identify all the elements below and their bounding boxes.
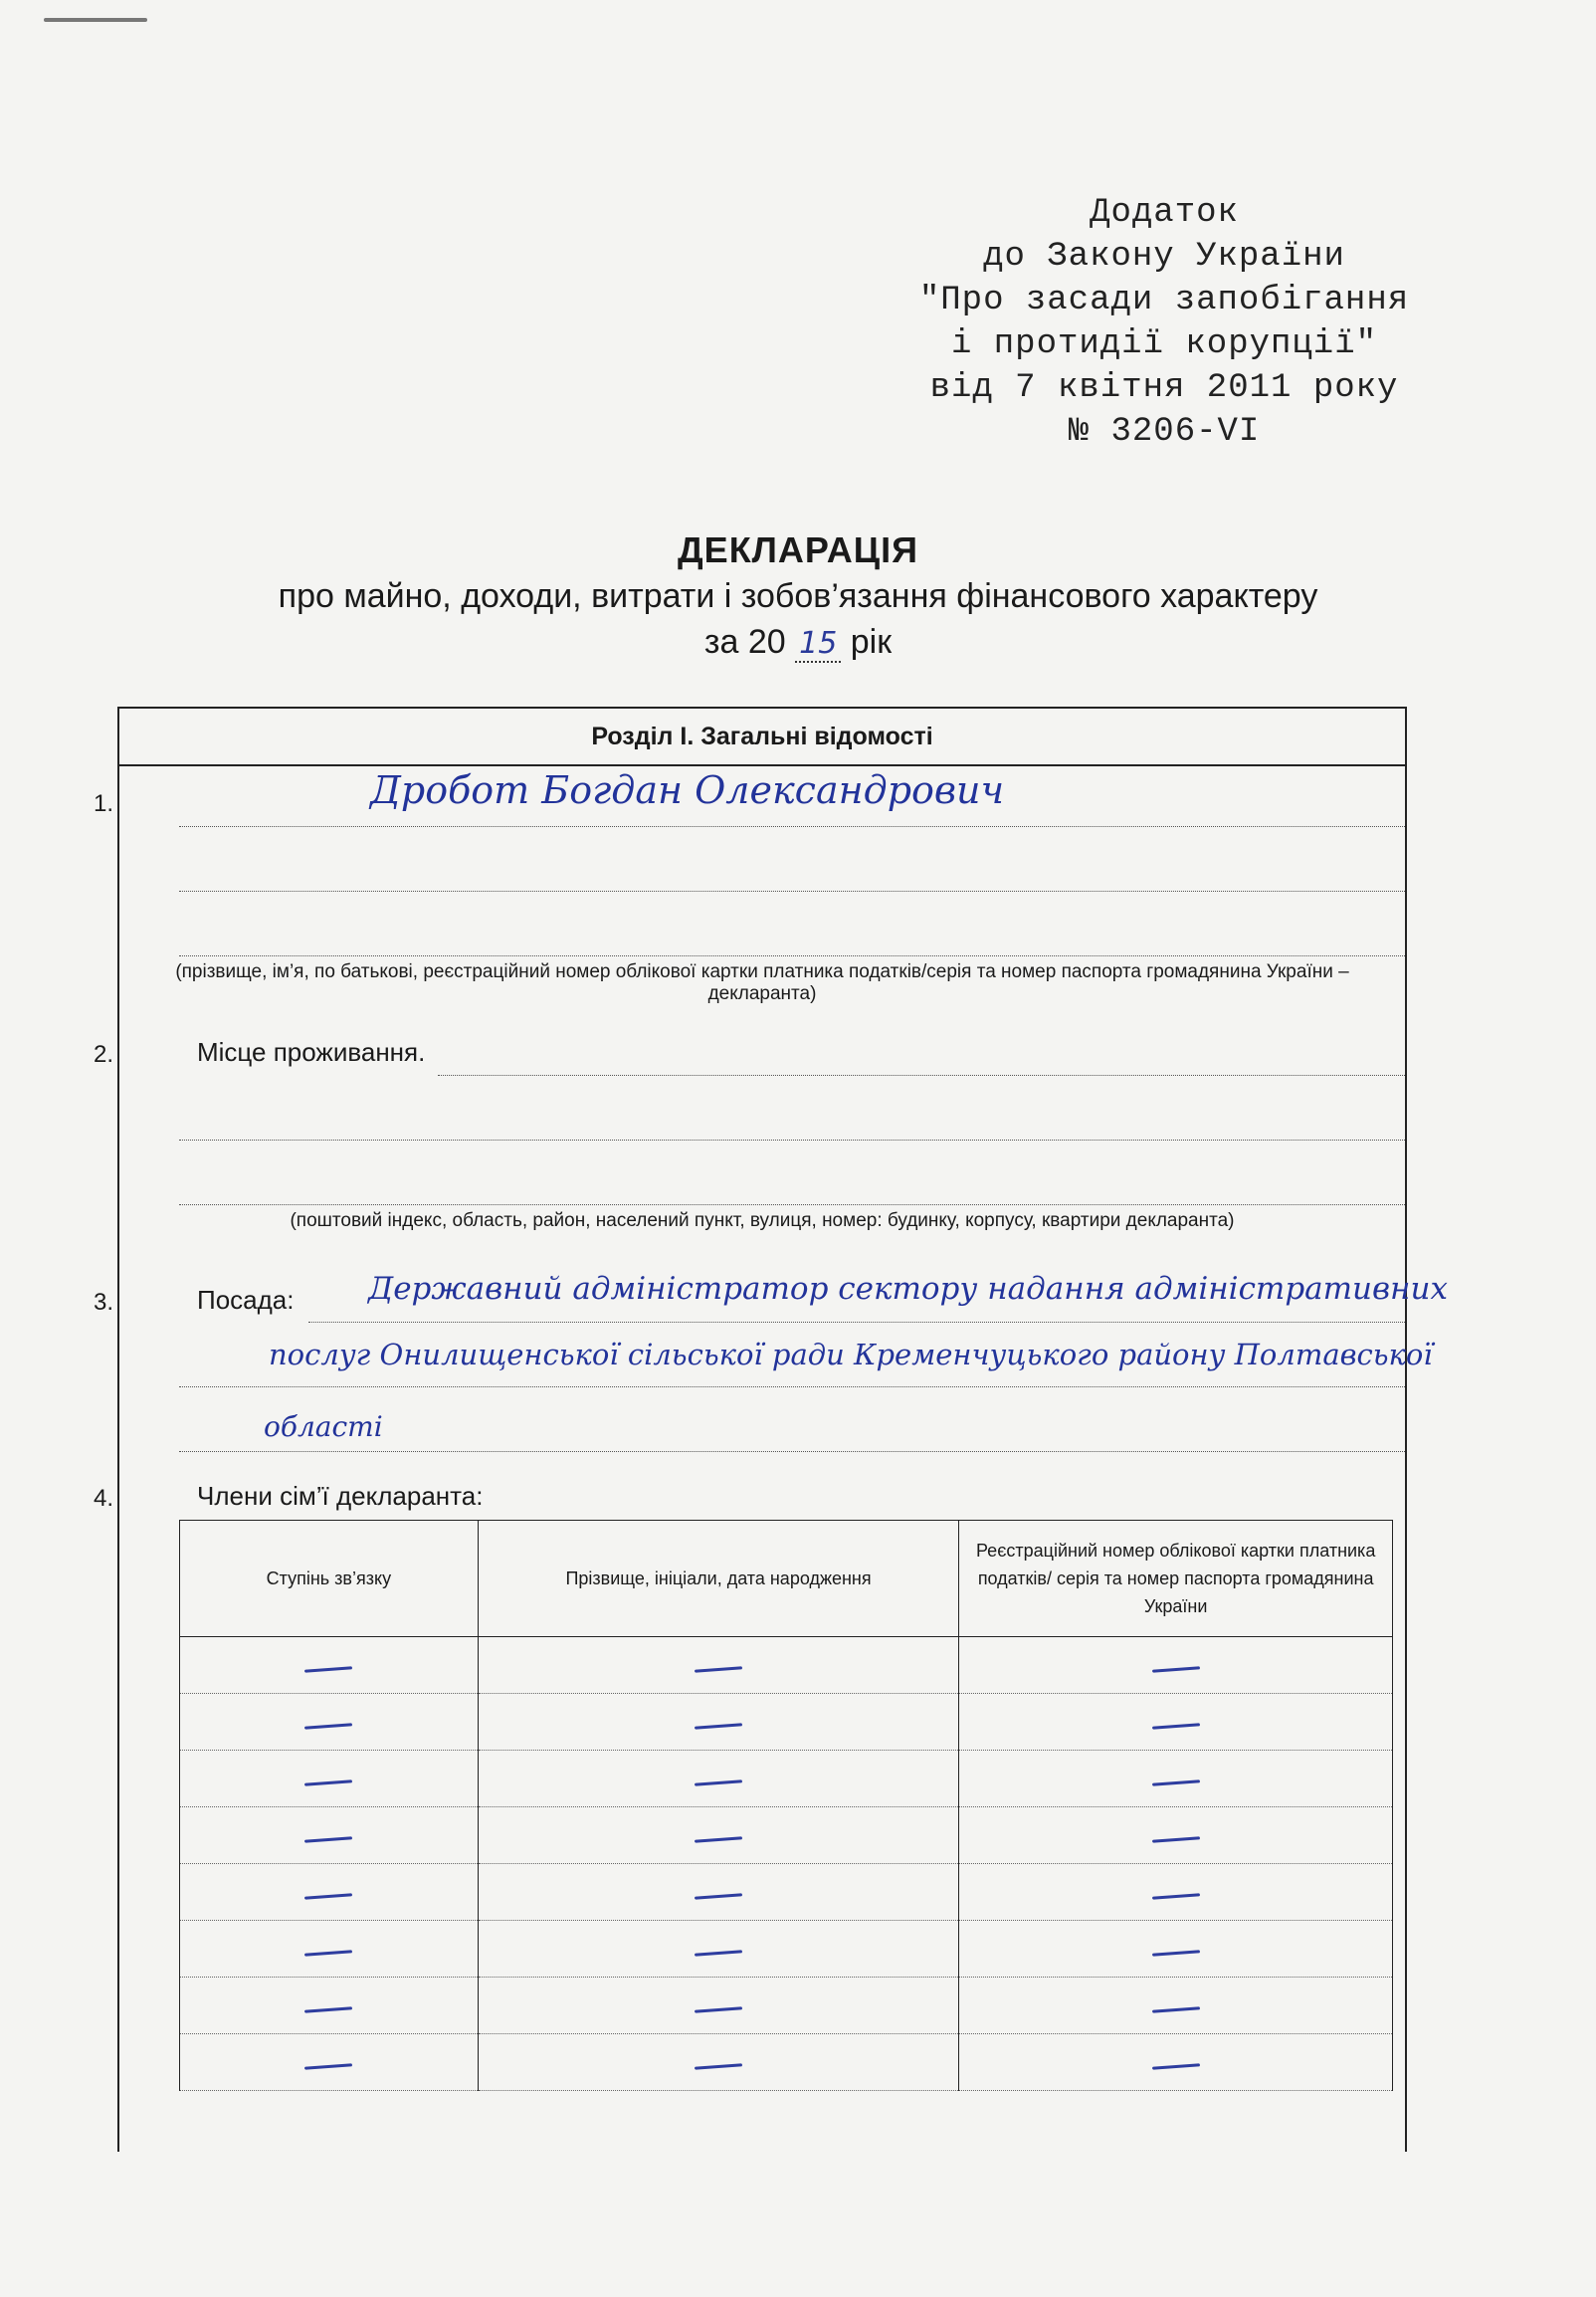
table-cell[interactable] xyxy=(959,1864,1393,1921)
table-cell[interactable] xyxy=(478,1921,959,1978)
column-header-name: Прізвище, ініціали, дата народження xyxy=(478,1521,959,1637)
table-cell[interactable] xyxy=(478,1751,959,1807)
table-row xyxy=(180,1978,1393,2034)
table-row xyxy=(180,1751,1393,1807)
handwritten-dash xyxy=(304,1666,352,1672)
handwritten-dash xyxy=(695,1950,742,1956)
table-cell[interactable] xyxy=(478,1864,959,1921)
handwritten-dash xyxy=(1152,1779,1200,1785)
handwritten-dash xyxy=(304,1836,352,1842)
item-1-caption: (прізвище, ім’я, по батькові, реєстраційний номер облікової картки платника податків/серія та номер паспорта громадянина України – декларанта) xyxy=(175,961,1349,1004)
handwritten-dash xyxy=(695,1893,742,1899)
table-cell[interactable] xyxy=(959,1751,1393,1807)
table-cell[interactable] xyxy=(180,1921,479,1978)
family-members-table xyxy=(179,1520,1393,2091)
handwritten-dash xyxy=(304,1779,352,1785)
declaration-title-block xyxy=(0,527,1596,667)
handwritten-dash xyxy=(695,1779,742,1785)
annex-line: і протидії корупції" xyxy=(950,325,1378,363)
handwritten-dash xyxy=(304,2006,352,2012)
year-handwritten[interactable]: 15 xyxy=(795,626,841,663)
item-4-label: Члени сім’ї декларанта: xyxy=(197,1481,484,1511)
item-3-hand-line-1[interactable]: Державний адміністратор сектору надання адміністративних xyxy=(368,1271,1448,1307)
handwritten-dash xyxy=(1152,1950,1200,1956)
table-row xyxy=(180,1694,1393,1751)
item-4-number: 4. xyxy=(94,1485,114,1512)
family-members-body xyxy=(180,1637,1393,2091)
table-row xyxy=(180,1921,1393,1978)
item-3-line xyxy=(179,1386,1405,1387)
handwritten-dash xyxy=(1152,1723,1200,1729)
section-1-frame xyxy=(94,707,1448,2152)
handwritten-dash xyxy=(1152,2063,1200,2069)
table-cell[interactable] xyxy=(959,1978,1393,2034)
handwritten-dash xyxy=(304,1893,352,1899)
table-cell[interactable] xyxy=(959,1637,1393,1694)
handwritten-dash xyxy=(304,1950,352,1956)
table-cell[interactable] xyxy=(180,1637,479,1694)
table-cell[interactable] xyxy=(180,2034,479,2091)
table-row xyxy=(180,1637,1393,1694)
item-3-label: Посада: xyxy=(197,1285,295,1315)
scan-artifact-mark xyxy=(44,18,147,22)
table-cell[interactable] xyxy=(478,1978,959,2034)
table-cell[interactable] xyxy=(959,1694,1393,1751)
table-cell[interactable] xyxy=(478,1694,959,1751)
item-1-handwritten-name[interactable]: Дробот Богдан Олександрович xyxy=(370,768,1005,812)
item-3-number: 3. xyxy=(94,1289,114,1316)
table-cell[interactable] xyxy=(478,2034,959,2091)
item-2-line[interactable] xyxy=(438,1075,1405,1076)
column-header-relation: Ступінь зв’язку xyxy=(180,1521,479,1637)
declaration-year xyxy=(0,619,1596,667)
table-cell[interactable] xyxy=(478,1807,959,1864)
table-cell[interactable] xyxy=(180,1864,479,1921)
item-1-line xyxy=(179,891,1405,892)
declaration-subtitle: про майно, доходи, витрати і зобов’язання фінансового характеру xyxy=(278,577,1318,615)
declaration-title: ДЕКЛАРАЦІЯ xyxy=(678,529,918,570)
handwritten-dash xyxy=(304,1723,352,1729)
year-suffix: рік xyxy=(850,623,893,661)
item-1-number: 1. xyxy=(94,790,114,817)
section-1-heading: Розділ І. Загальні відомості xyxy=(119,709,1405,766)
annex-header xyxy=(856,191,1473,454)
table-row xyxy=(180,1864,1393,1921)
item-3-line xyxy=(308,1322,1405,1323)
annex-line: "Про засади запобігання xyxy=(918,282,1410,319)
table-cell[interactable] xyxy=(180,1807,479,1864)
table-cell[interactable] xyxy=(180,1978,479,2034)
item-1-line xyxy=(179,955,1405,956)
annex-line: від 7 квітня 2011 року xyxy=(929,369,1399,407)
item-2-caption: (поштовий індекс, область, район, населений пункт, вулиця, номер: будинку, корпусу, квартири декларанта) xyxy=(290,1210,1235,1231)
handwritten-dash xyxy=(695,2063,742,2069)
column-header-tax-id: Реєстраційний номер облікової картки платника податків/ серія та номер паспорта громадянина України xyxy=(959,1521,1393,1637)
item-2-line[interactable] xyxy=(179,1140,1405,1141)
table-cell[interactable] xyxy=(959,1807,1393,1864)
annex-line: № 3206-VI xyxy=(1068,413,1261,451)
item-2-line[interactable] xyxy=(179,1204,1405,1205)
handwritten-dash xyxy=(304,2063,352,2069)
table-cell[interactable] xyxy=(478,1637,959,1694)
item-2-number: 2. xyxy=(94,1041,114,1068)
annex-line: до Закону України xyxy=(983,238,1345,276)
table-header-row xyxy=(180,1521,1393,1637)
table-row xyxy=(180,1807,1393,1864)
table-cell[interactable] xyxy=(959,2034,1393,2091)
handwritten-dash xyxy=(695,1666,742,1672)
item-3-hand-line-2[interactable]: послуг Онилищенської сільської ради Кременчуцького району Полтавської xyxy=(269,1338,1433,1371)
handwritten-dash xyxy=(1152,1836,1200,1842)
item-1-line xyxy=(179,826,1405,827)
annex-line: Додаток xyxy=(1090,194,1239,232)
table-row xyxy=(180,2034,1393,2091)
handwritten-dash xyxy=(695,2006,742,2012)
item-2-label: Місце проживання. xyxy=(197,1037,426,1067)
handwritten-dash xyxy=(1152,1666,1200,1672)
item-3-line xyxy=(179,1451,1405,1452)
handwritten-dash xyxy=(695,1836,742,1842)
handwritten-dash xyxy=(695,1723,742,1729)
handwritten-dash xyxy=(1152,1893,1200,1899)
handwritten-dash xyxy=(1152,2006,1200,2012)
item-3-hand-line-3[interactable]: області xyxy=(264,1410,383,1443)
table-cell[interactable] xyxy=(180,1751,479,1807)
table-cell[interactable] xyxy=(959,1921,1393,1978)
year-prefix: за 20 xyxy=(703,623,786,661)
table-cell[interactable] xyxy=(180,1694,479,1751)
